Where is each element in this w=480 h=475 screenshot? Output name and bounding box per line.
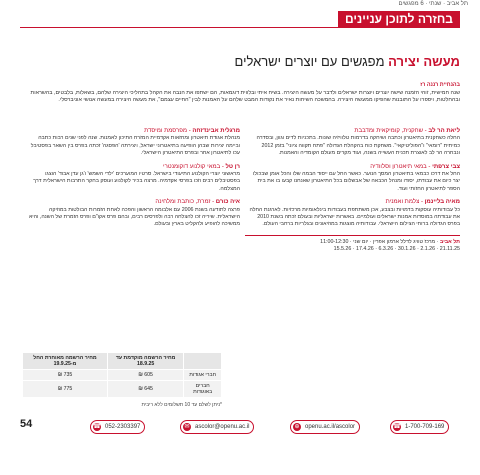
header-divider — [20, 27, 460, 28]
email-link[interactable]: ✉ ascolor@openu.ac.il — [180, 420, 254, 434]
speaker-bio: פרצה לתודעה בשנת 2006 עם אלבומה הראשון והפכה לאחת הזמרות הבולטות במוזיקה הישראלית. שיריה זכו להצלחה רבה ולפרסים רבים, ובהם פרס אקו"ם ופרס הזמרת של השנה, והיא ממשיכה להופיע ולהקליט בארץ ובעולם. — [28, 206, 240, 228]
speaker-role: - צלמת ואמנית — [385, 199, 425, 206]
page-title — [20, 54, 460, 69]
speaker-bio: החל את דרכו כבמאי בתיאטרון המסך הנוער. כאשר החל עם ייסוד הבמה שלו והכל אומן שבכולו יצר כיום את עבודתו, יסודו ומנהל הכבאה של אבשלום בכל התיאטרון שאנחנו קבעו בו את בית הספר לתיאטרון החזותי ועוד. — [252, 171, 460, 192]
price-table — [22, 352, 222, 398]
section-tag: תל אביב · שנתי · 6 מפגשים — [398, 1, 468, 7]
speaker-block — [245, 128, 460, 158]
website-link[interactable]: ⊕ openu.ac.il/ascolor — [290, 420, 360, 434]
lead-text: שנה חמישית, זוהי הזמנה שישה יוצרים ויוצרות ישראלים ולדבר על מעשה היצירה. בשיח איתי ובלווית דוגמאות, הם ישתפו את הנבה את הקהל בתהליכי היצירה שלהם, בשאלות, בלבטים, בהשראות ובהחלטות, ויספרו על התובנות שהפיקו ממעשה היצירה. בהמשכה השיחות נאיר את נקודות המבט שלהם על האמנות לבין "החיים עצמם", את מעשה היצירה במעשה אנושי אוניברסלי. — [30, 89, 460, 104]
speaker-role: - זמרת, כותבת ומלחינה — [155, 199, 216, 206]
speaker-role: - במאי תיאטרון וסלוודיה — [370, 163, 433, 170]
phone-link[interactable]: ☎ 052-2303397 — [90, 420, 145, 434]
table-cell: חברים באוגודות — [184, 381, 222, 398]
speaker-bio: החלה כשחקנית בתיאטרון וכתבה ושיחקה בדרמות טלוויזיה שונות. בתכניות לדים וגוון, ובסדרה כמיתית "רומאי" ו"הפוליטיקאי". משחקת כוח בהקהלת הגדולה "פתח תקווה ציוני" בזמן 2012 ונבחרה הר לב לאוצרת תכנית העשייה בשנה, ועוד מקרים מעולם הקומדיה והאמנות. — [256, 135, 460, 157]
speaker-name: מרגלית אבינדזחה — [192, 128, 240, 134]
speaker-block — [25, 199, 240, 229]
page-header — [0, 0, 480, 10]
speaker-block — [245, 164, 460, 194]
schedule-block — [245, 235, 460, 254]
speaker-role: - שחקנית, קומיקאית ומדבבת — [354, 128, 429, 134]
table-cell: 775 ₪ — [23, 381, 108, 398]
table-header-cell: מחיר הרשמה מאוחרת החל מ-19.9.25 — [23, 353, 108, 370]
table-cell: 605 ₪ — [108, 370, 184, 381]
schedule-dates: 21.11.25 · 2.1.26 · 30.1.26 · 6.3.26 · 17.4.26 · 15.5.26 — [333, 246, 460, 253]
speaker-name: ליאת הר לב — [428, 128, 460, 134]
table-header-row — [23, 353, 222, 370]
right-column — [245, 128, 460, 254]
schedule-venue: · מרכז טוויג לדלל ארמון אפרין · יום שני · 11:00-12:30 — [320, 238, 440, 245]
schedule-label: תל אביב — [439, 238, 460, 245]
table-header-cell: מחיר הרשמה מוקדמת עד 18.9.25 — [108, 353, 184, 370]
speaker-bio: מראשוני יוצרי הקולנוע התיעודי בישראל. סרטיו המוערכים 'ילדי השמש' ו'גן עדן אבוד' הוצגו בפסטיבלים רבים וזכו בפרסי אקדמיה. מרצה בכיר לקולנוע ועוסק בחקר התרבות הישראלית דרך המצלמה. — [33, 171, 240, 192]
title-bold: מעשה יצירה — [388, 54, 460, 69]
phone-icon: ☎ — [393, 424, 401, 430]
globe-icon: ⊕ — [294, 424, 300, 430]
speaker-name: מאיה בליינמן — [424, 199, 460, 206]
speaker-role: - מפרסמת ומיסדת — [144, 128, 193, 134]
speaker-bio: מנהלת אגודת תיאטרון ומחזאות אקדמיית המזרח התיכון לאמנות. שנה לפני שנים רבות כתבה וביימה יצירות שבהן הופיעה בתיאטרוני ישראל, ויצירתה 'הפסגה' זכתה בפרס בין השאר בפסטיבל עכו לתיאטרון אחר ובפרס התיאטרון הישראלי. — [30, 135, 240, 157]
back-to-contents-button[interactable]: בחזרה לתוכן עניינים — [338, 11, 460, 27]
speaker-block — [25, 164, 240, 194]
speaker-block — [25, 128, 240, 158]
phone-link[interactable]: ☎ 1-700-709-169 — [390, 420, 449, 434]
phone-icon: ☎ — [93, 424, 101, 430]
table-cell: 645 ₪ — [108, 381, 184, 398]
speaker-block — [245, 199, 460, 229]
installments-note: *ניתן לשלם עד 10 תשלומים ללא ריבית — [141, 402, 222, 408]
page-footer — [20, 414, 460, 434]
page-number: 54 — [20, 418, 33, 430]
speaker-bio: כל עבודותיה עוסקות בדמויות ובצבע, אכן משתתפת בעבודות בינלאומיות מרכזיות. לארגנת החלה את עבודתה במוסדות אמנות ישראלים ועולמיים. באשרות ישראליות ובעולם זכתה בשנת 2010 בפרס הגדולה ברוחי הצילום הישראלי. עבודותיה מוצגות במוזיאונים ובגלריות ברחבי העולם. — [249, 206, 460, 228]
speaker-name: צבי צרפתי — [432, 163, 460, 170]
table-row — [23, 381, 222, 398]
left-column — [25, 128, 240, 235]
table-cell: חברי אגודות — [184, 370, 222, 381]
lead-facilitator: בהנחיית רננה רז — [420, 82, 460, 88]
table-header-cell — [184, 353, 222, 370]
speaker-role: - במאי קולנוע דוקומנטרי — [163, 163, 226, 170]
speaker-name: איה כורם — [215, 199, 240, 206]
title-rest: מפגשים עם יוצרים ישראלים — [234, 54, 389, 69]
speaker-name: רן טל — [225, 163, 240, 170]
table-row — [23, 370, 222, 381]
mail-icon: ✉ — [184, 424, 190, 430]
lead-paragraph — [20, 82, 460, 105]
table-cell: 735 ₪ — [23, 370, 108, 381]
